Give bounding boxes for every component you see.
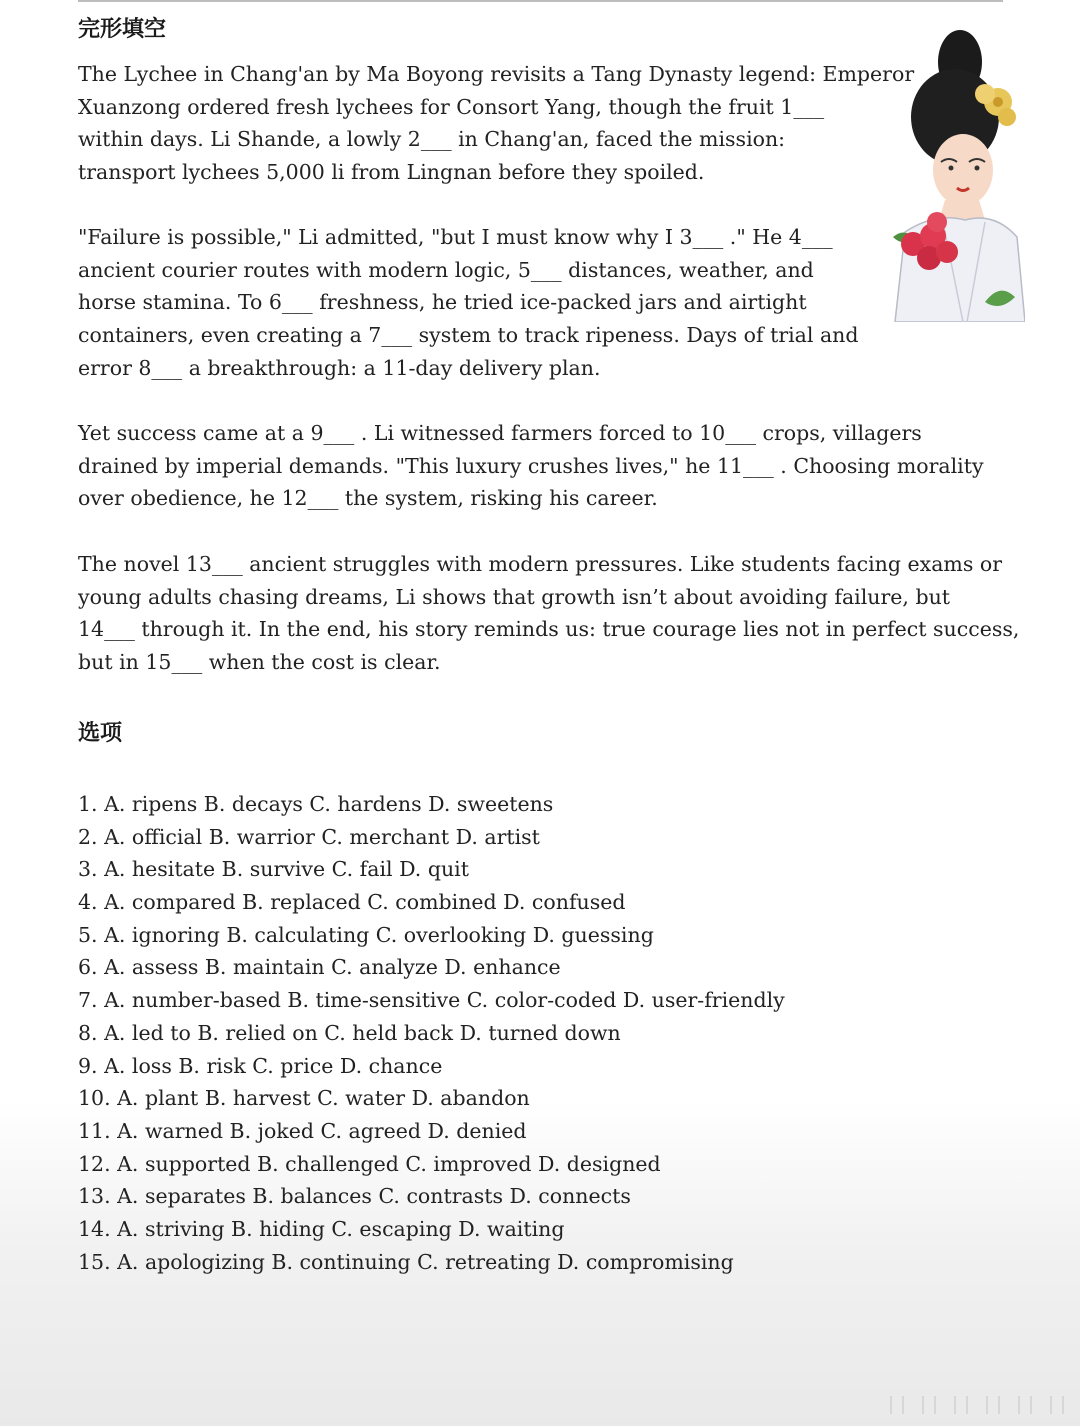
footer-mark — [1018, 1396, 1032, 1414]
text-line: containers, even creating a 7___ system to track ripeness. Days of trial and — [78, 323, 859, 348]
consort-portrait-illustration — [885, 22, 1025, 322]
text-line: 14___ through it. In the end, his story reminds us: true courage lies not in perfect success, — [78, 617, 1020, 642]
text-line: over obedience, he 12___ the system, risking his career. — [78, 486, 658, 511]
text-line: "Failure is possible," Li admitted, "but I must know why I 3___ ." He 4___ — [78, 225, 833, 249]
paragraph-3 — [78, 417, 984, 515]
text-line: The novel 13___ ancient struggles with modern pressures. Like students facing exams or — [78, 552, 1003, 576]
option-item: 4. A. compared B. replaced C. combined D. confused — [78, 890, 626, 915]
option-item: 15. A. apologizing B. continuing C. retreating D. compromising — [78, 1249, 734, 1274]
footer-mark — [1050, 1396, 1064, 1414]
option-item: 1. A. ripens B. decays C. hardens D. sweetens — [78, 792, 554, 816]
option-item: 7. A. number-based B. time-sensitive C. color-coded D. user-friendly — [78, 988, 785, 1013]
option-item: 10. A. plant B. harvest C. water D. abandon — [78, 1086, 530, 1111]
text-line: Xuanzong ordered fresh lychees for Consort Yang, though the fruit 1___ — [78, 94, 825, 119]
footer-mark — [986, 1396, 1000, 1414]
text-line: ancient courier routes with modern logic, 5___ distances, weather, and — [78, 257, 814, 282]
text-line: within days. Li Shande, a lowly 2___ in Chang'an, faced the mission: — [78, 127, 786, 152]
option-item: 8. A. led to B. relied on C. held back D. turned down — [78, 1020, 621, 1045]
footer-decoration — [890, 1396, 1064, 1414]
section-title: 完形填空 — [78, 17, 167, 42]
paragraph-2 — [78, 221, 859, 384]
text-line: The Lychee in Chang'an by Ma Boyong revisits a Tang Dynasty legend: Emperor — [78, 62, 915, 86]
options-title: 选项 — [78, 721, 123, 746]
footer-mark — [922, 1396, 936, 1414]
footer-mark — [954, 1396, 968, 1414]
text-line: Yet success came at a 9___ . Li witnessed farmers forced to 10___ crops, villagers — [78, 421, 922, 445]
option-item: 6. A. assess B. maintain C. analyze D. enhance — [78, 955, 561, 980]
option-item: 11. A. warned B. joked C. agreed D. denied — [78, 1118, 527, 1143]
option-item: 9. A. loss B. risk C. price D. chance — [78, 1053, 443, 1078]
text-line: young adults chasing dreams, Li shows that growth isn’t about avoiding failure, but — [78, 584, 951, 609]
option-item: 5. A. ignoring B. calculating C. overlooking D. guessing — [78, 922, 654, 947]
text-line: transport lychees 5,000 li from Lingnan before they spoiled. — [78, 160, 705, 185]
text-line: error 8___ a breakthrough: a 11-day delivery plan. — [78, 355, 601, 380]
option-item: 12. A. supported B. challenged C. improved D. designed — [78, 1151, 661, 1176]
option-item: 3. A. hesitate B. survive C. fail D. quit — [78, 857, 469, 882]
text-line: horse stamina. To 6___ freshness, he tried ice-packed jars and airtight — [78, 290, 807, 315]
text-line: but in 15___ when the cost is clear. — [78, 650, 441, 675]
option-item: 13. A. separates B. balances C. contrasts D. connects — [78, 1184, 631, 1209]
option-item: 2. A. official B. warrior C. merchant D. artist — [78, 824, 540, 849]
footer-mark — [890, 1396, 904, 1414]
option-item: 14. A. striving B. hiding C. escaping D. waiting — [78, 1216, 565, 1241]
paragraph-1 — [78, 58, 914, 189]
top-divider — [78, 0, 1003, 2]
paragraph-4 — [78, 548, 1019, 679]
text-line: drained by imperial demands. "This luxury crushes lives," he 11___ . Choosing morality — [78, 453, 984, 478]
options-list — [78, 788, 785, 1278]
